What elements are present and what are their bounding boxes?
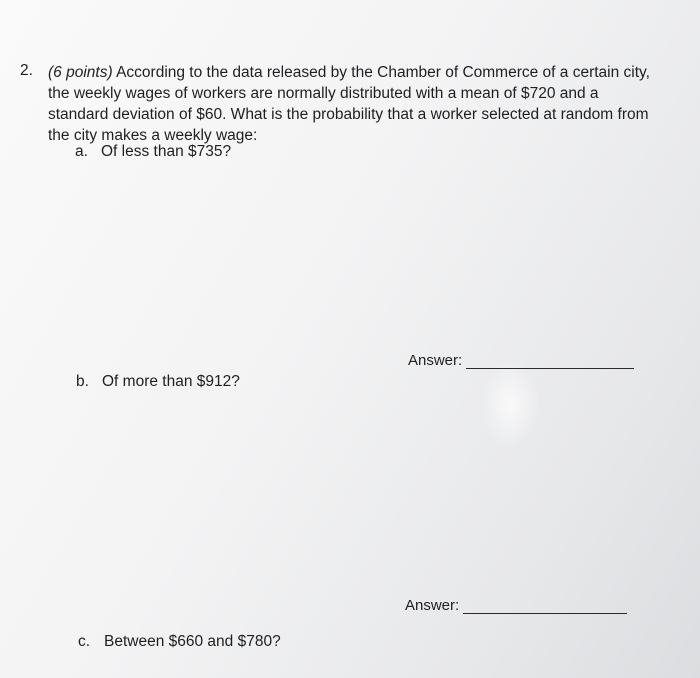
part-c: [78, 633, 281, 651]
answer-1-label: Answer:: [408, 352, 463, 369]
part-a-letter: a.: [75, 143, 88, 160]
question-body: According to the data released by the Chamber of Commerce of a certain city, the weekly wages of workers are normally distributed with a mean of $720 and a standard deviation of $60. What is the probability that a worker selected at random from the city makes a weekly wage:: [48, 64, 650, 144]
part-b-letter: b.: [76, 373, 89, 390]
part-b: [76, 373, 240, 391]
part-c-letter: c.: [78, 633, 91, 650]
answer-2-label: Answer:: [405, 597, 460, 614]
question-points: (6 points): [48, 64, 113, 81]
answer-2: [405, 597, 627, 614]
answer-1: [408, 352, 634, 369]
part-a-text: Of less than $735?: [101, 143, 232, 160]
part-b-text: Of more than $912?: [102, 373, 240, 390]
question-text: [48, 62, 658, 146]
answer-2-blank[interactable]: [463, 599, 627, 614]
photo-glare: [480, 360, 540, 450]
part-c-text: Between $660 and $780?: [104, 633, 281, 650]
question-number: 2.: [20, 62, 33, 79]
part-a: [75, 143, 231, 161]
answer-1-blank[interactable]: [466, 354, 634, 369]
